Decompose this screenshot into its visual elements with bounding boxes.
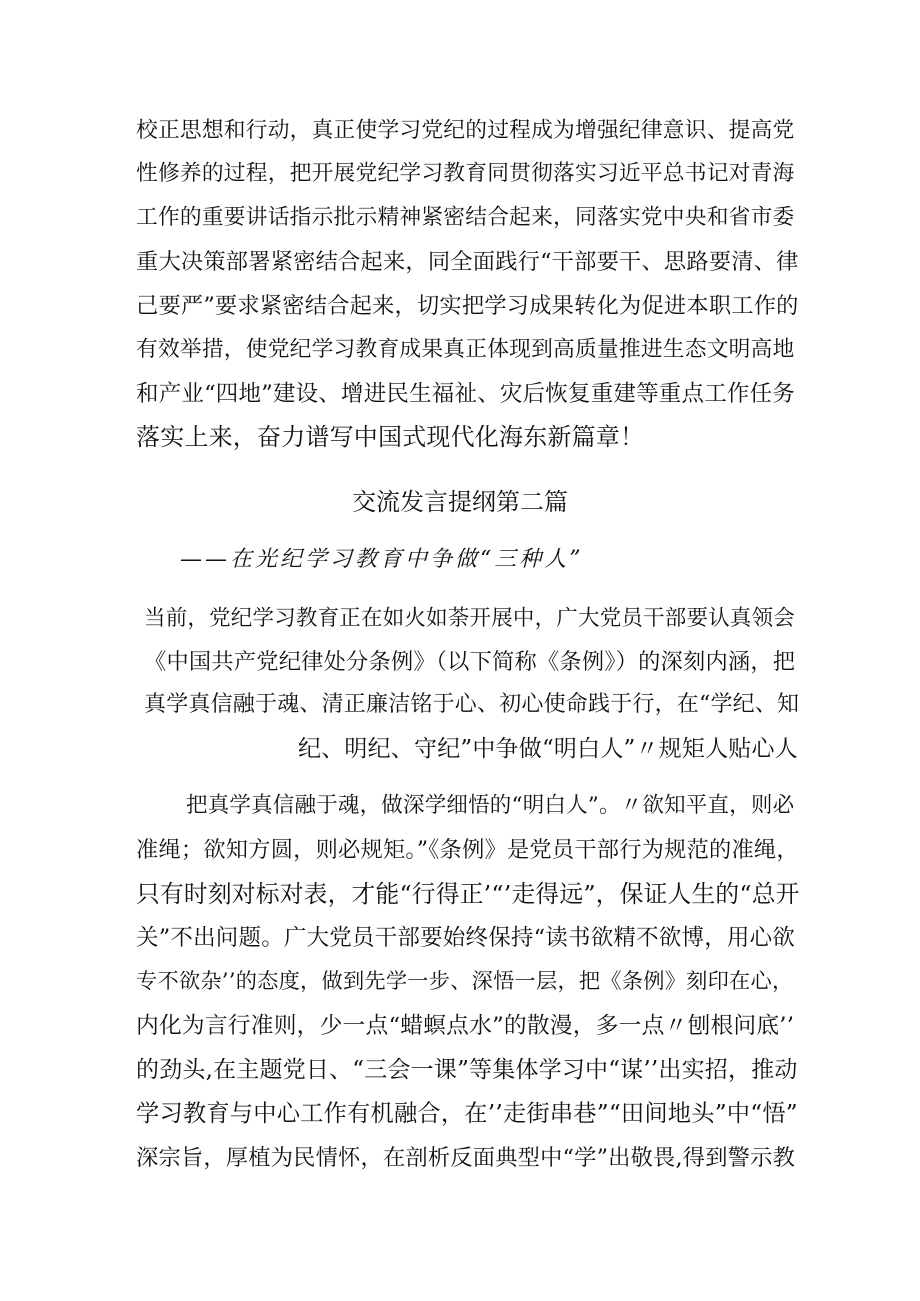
paragraph-line: 有效举措，使党纪学习教育成果真正体现到高质量推进生态文明高地	[136, 337, 795, 362]
body-line: 把真学真信融于魂，做深学细悟的“明白人”。〃欲知平直，则必	[186, 793, 795, 818]
intro-line: 真学真信融于魂、清正廉洁铭于心、初心使命践于行，在“学纪、知	[144, 692, 800, 717]
body-line: 准绳；欲知方圆，则必规矩。”《条例》是党员干部行为规范的准绳，	[136, 837, 799, 863]
paragraph-line: 和产业“四地”建设、增进民生福祉、灾后恢复重建等重点工作任务	[136, 381, 796, 407]
body-line: 关”不出问题。广大党员干部要始终保持“读书欲精不欲博，用心欲	[136, 925, 796, 951]
paragraph-line: 己要严”要求紧密结合起来，切实把学习成果转化为促进本职工作的	[136, 293, 799, 319]
body-line: 专不欲杂’’的态度，做到先学一步、深悟一层，把《条例》刻印在心，	[136, 969, 794, 994]
intro-line: 《中国共产党纪律处分条例》（以下简称《条例》）的深刻内涵，把	[144, 649, 796, 675]
section-subtitle: ——在光纪学习教育中争做“三种人”	[180, 547, 584, 572]
body-line: 内化为言行准则，少一点“蜡螟点水”的散漫，多一点〃刨根问底’’	[136, 1013, 795, 1039]
body-line: 的劲头,在主题党日、“三会一课”等集体学习中“谋’’出实招，推动	[136, 1057, 798, 1083]
paragraph-line: 校正思想和行动，真正使学习党纪的过程成为增强纪律意识、提高党	[136, 118, 795, 143]
intro-line: 纪、明纪、守纪”中争做“明白人”〃规矩人贴心人	[298, 736, 798, 762]
paragraph-line: 工作的重要讲话指示批示精神紧密结合起来，同落实党中央和省市委	[136, 205, 795, 230]
body-line: 深宗旨，厚植为民情怀，在剖析反面典型中“学”出敬畏,得到警示教	[136, 1145, 796, 1171]
paragraph-line: 落实上来，奋力谱写中国式现代化海东新篇章！	[136, 423, 645, 451]
body-line: 只有时刻对标对表，才能“行得正’“’走得远”，保证人生的“总开	[136, 880, 800, 908]
section-title: 交流发言提纲第二篇	[352, 488, 568, 516]
paragraph-line: 重大决策部署紧密结合起来，同全面践行“干部要干、思路要清、律	[136, 249, 799, 275]
intro-line: 当前，党纪学习教育正在如火如荼开展中，广大党员干部要认真领会	[144, 606, 796, 631]
body-line: 学习教育与中心工作有机融合，在’’走街串巷”“田间地头”中“悟”	[136, 1100, 798, 1127]
paragraph-line: 性修养的过程，把开展党纪学习教育同贯彻落实习近平总书记对青海	[136, 161, 795, 186]
